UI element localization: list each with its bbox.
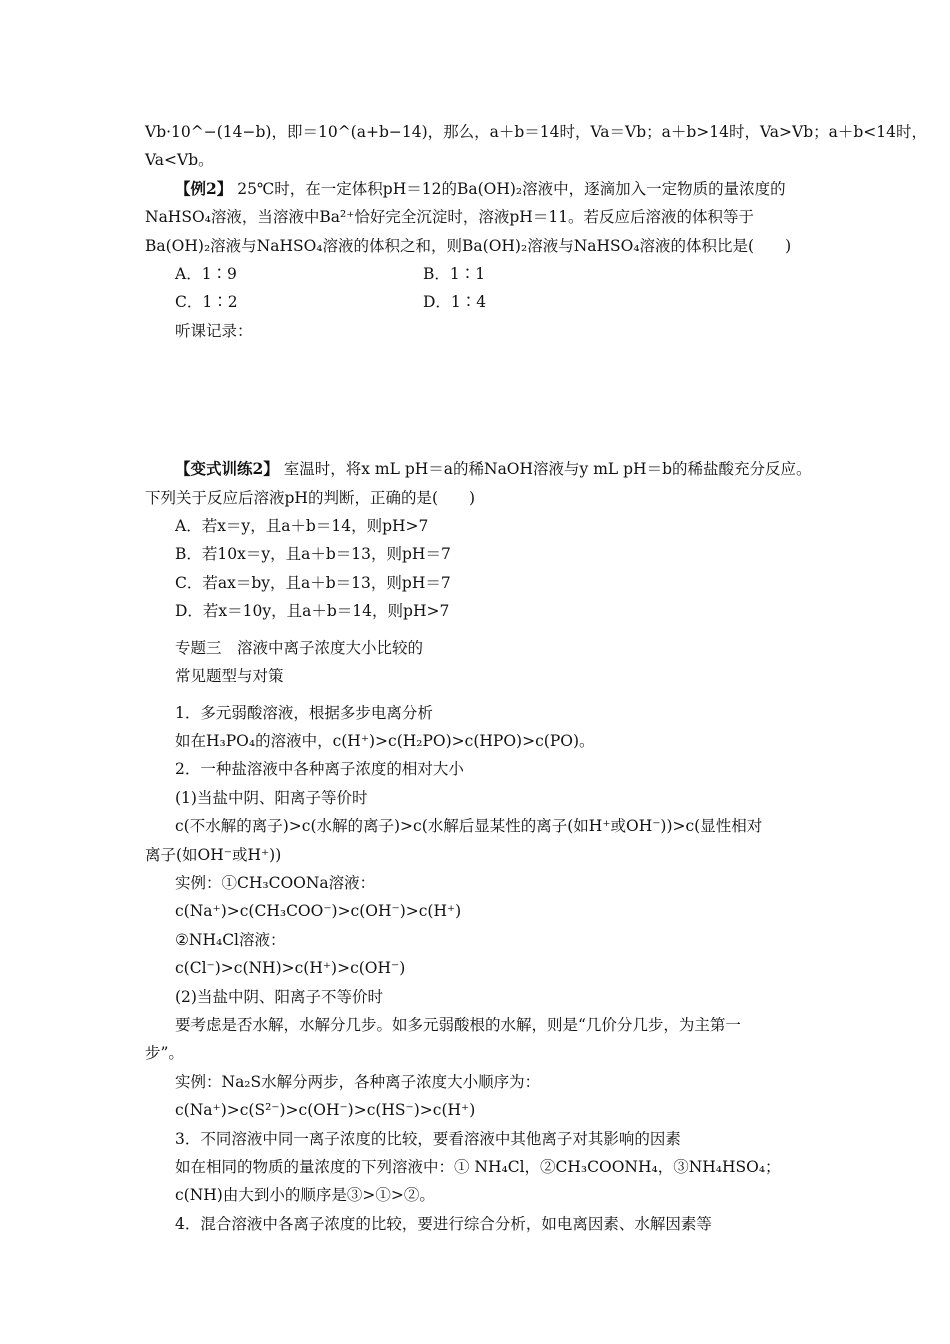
topic-3-subtitle: 常见题型与对策	[175, 667, 284, 686]
topic-3-line: c(Na⁺)>c(CH₃COO⁻)>c(OH⁻)>c(H⁺)	[175, 902, 462, 921]
variant-2-tag: 【变式训练2】	[175, 459, 279, 479]
topic-3-line: 4．混合溶液中各离子浓度的比较，要进行综合分析，如电离因素、水解因素等	[175, 1214, 712, 1233]
topic-3-line: 要考虑是否水解，水解分几步。如多元弱酸根的水解，则是“几价分几步，为主第一	[175, 1015, 741, 1034]
example-2-line-1	[145, 175, 810, 203]
example-2-options-row-1	[145, 260, 810, 288]
prev-text-line-2: Va<Vb。	[145, 151, 214, 170]
lecture-notes-label: 听课记录：	[175, 321, 253, 340]
variant-2-text-1: 室温时，将x mL pH＝a的稀NaOH溶液与y mL pH＝b的稀盐酸充分反应。	[283, 460, 812, 479]
example-2-line-3: Ba(OH)₂溶液与NaHSO₄溶液的体积之和，则Ba(OH)₂溶液与NaHSO₄溶液的体积比是( )	[145, 236, 792, 255]
document-page	[145, 118, 928, 1238]
topic-3-line: c(NH)由大到小的顺序是③>①>②。	[175, 1186, 435, 1205]
example-2-option-d: D．1∶4	[423, 293, 487, 312]
topic-3-line: c(Cl⁻)>c(NH)>c(H⁺)>c(OH⁻)	[175, 959, 406, 978]
variant-2-option-a: A．若x＝y，且a＋b＝14，则pH>7	[175, 517, 429, 536]
variant-2-line-1	[145, 455, 810, 483]
variant-2-option-b: B．若10x＝y，且a＋b＝13，则pH＝7	[175, 545, 451, 564]
topic-3-line: ②NH₄Cl溶液：	[175, 930, 286, 949]
example-2-line-2: NaHSO₄溶液，当溶液中Ba²⁺恰好完全沉淀时，溶液pH＝11。若反应后溶液的体积等于	[145, 208, 755, 227]
topic-3-line: 如在H₃PO₄的溶液中，c(H⁺)>c(H₂PO)>c(HPO)>c(PO)。	[175, 731, 595, 750]
topic-3-line: 如在相同的物质的量浓度的下列溶液中：① NH₄Cl，②CH₃COONH₄，③NH₄HSO₄；	[175, 1158, 781, 1176]
example-2-text-1: 25℃时，在一定体积pH＝12的Ba(OH)₂溶液中，逐滴加入一定物质的量浓度的	[237, 179, 786, 198]
topic-3-line: c(不水解的离子)>c(水解的离子)>c(水解后显某性的离子(如H⁺或OH⁻))>c(显性相对	[175, 817, 763, 836]
example-2-option-b: B．1∶1	[423, 265, 486, 284]
variant-2-line-2: 下列关于反应后溶液pH的判断，正确的是( )	[145, 488, 476, 507]
topic-3-line: c(Na⁺)>c(S²⁻)>c(OH⁻)>c(HS⁻)>c(H⁺)	[175, 1101, 476, 1120]
variant-2-option-d: D．若x＝10y，且a＋b＝14，则pH>7	[175, 602, 450, 621]
example-2-options-row-2	[145, 288, 810, 316]
topic-3-line: 步”。	[145, 1044, 184, 1063]
prev-text-line-1: Vb·10^−(14−b)，即＝10^(a+b−14)，那么，a＋b＝14时，Va＝Vb；a＋b>14时，Va>Vb；a＋b<14时，	[145, 123, 928, 141]
example-2-option-c: C．1∶2	[175, 293, 238, 312]
example-2-tag: 【例2】	[175, 178, 233, 198]
topic-3-line: 实例：Na₂S水解分两步，各种离子浓度大小顺序为：	[175, 1072, 541, 1091]
topic-3-line: 3．不同溶液中同一离子浓度的比较，要看溶液中其他离子对其影响的因素	[175, 1129, 681, 1148]
topic-3-line: 离子(如OH⁻或H⁺))	[145, 845, 282, 864]
topic-3-line: 2．一种盐溶液中各种离子浓度的相对大小	[175, 760, 464, 779]
topic-3-line: 1．多元弱酸溶液，根据多步电离分析	[175, 703, 433, 722]
topic-3-line: 实例：①CH₃COONa溶液：	[175, 873, 376, 892]
variant-2-option-c: C．若ax＝by，且a＋b＝13，则pH＝7	[175, 573, 451, 592]
topic-3-title: 专题三 溶液中离子浓度大小比较的	[175, 638, 424, 657]
example-2-option-a: A．1∶9	[175, 265, 237, 284]
topic-3-line: (2)当盐中阴、阳离子不等价时	[175, 987, 383, 1006]
topic-3-line: (1)当盐中阴、阳离子等价时	[175, 788, 368, 807]
